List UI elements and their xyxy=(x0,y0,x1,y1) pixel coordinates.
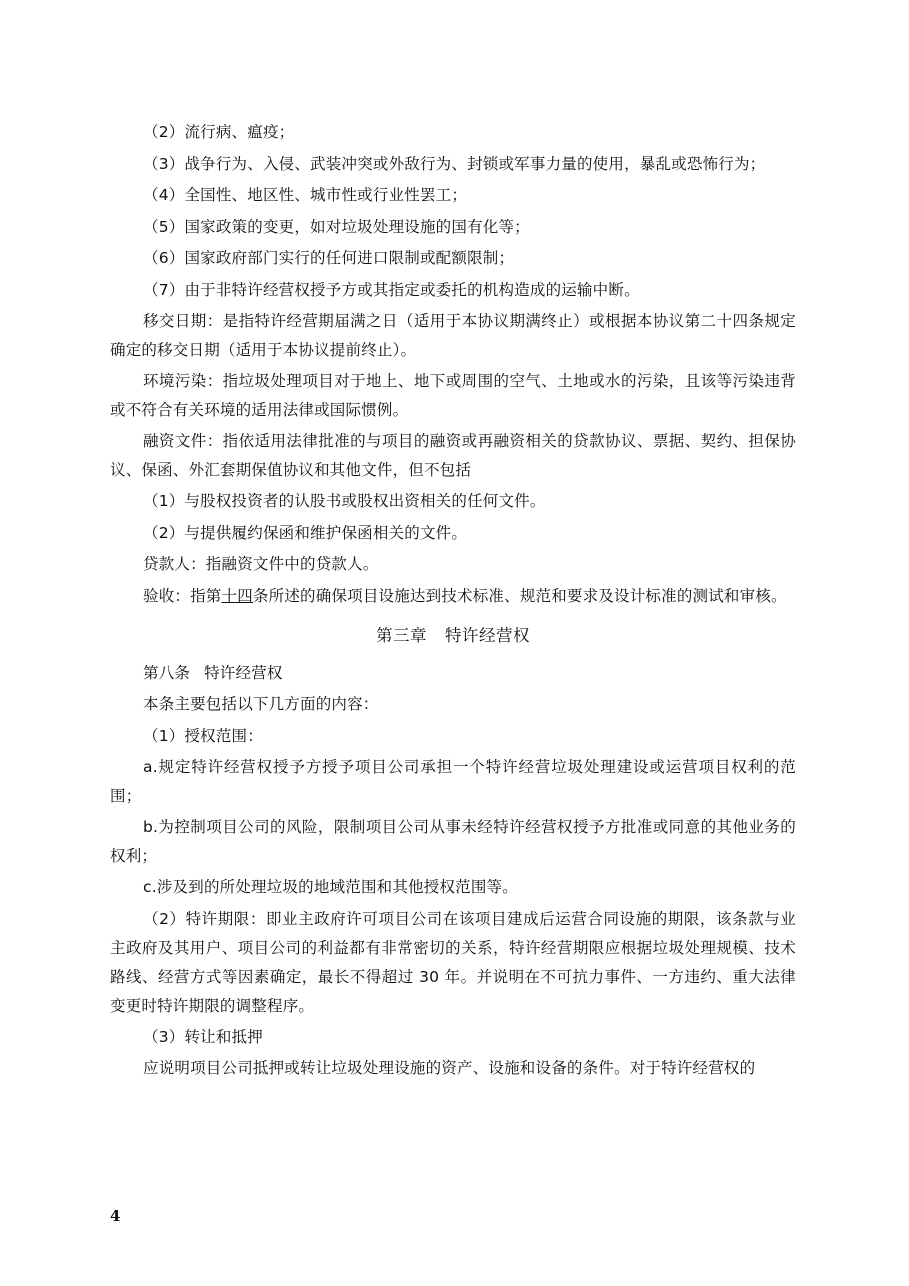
definition-acceptance xyxy=(110,582,796,611)
article-intro: 本条主要包括以下几方面的内容： xyxy=(143,695,379,713)
scope-item-b: b.为控制项目公司的风险，限制项目公司从事未经特许经营权授予方批准或同意的其他业务的权利； xyxy=(110,818,796,865)
definition-lender: 贷款人：指融资文件中的贷款人。 xyxy=(143,555,379,573)
item-policy-change: （5）国家政策的变更，如对垃圾处理设施的国有化等； xyxy=(143,217,530,236)
item-epidemic: （2）流行病、瘟疫； xyxy=(143,123,295,141)
transfer-mortgage-heading: （3）转让和抵押 xyxy=(143,1027,263,1046)
definition-transfer-date: 移交日期：是指特许经营期届满之日（适用于本协议期满终止）或根据本协议第二十四条规定确定的移交日期（适用于本协议提前终止）。 xyxy=(110,312,796,359)
term-paragraph: （2）特许期限：即业主政府许可项目公司在该项目建成后运营合同设施的期限，该条款与业主政府及其用户、项目公司的利益都有非常密切的关系，特许经营期限应根据垃圾处理规模、技术路线、经营方式等因素确定，最长不得超过 30 年。并说明在不可抗力事件、一方违约、重大法律变更时特许期限的调整程序。 xyxy=(110,909,796,1015)
definition-environmental-pollution: 环境污染：指垃圾处理项目对于地上、地下或周围的空气、土地或水的污染，且该等污染违背或不符合有关环境的适用法律或国际惯例。 xyxy=(110,372,796,419)
acceptance-article-ref: 十四 xyxy=(221,586,253,605)
scope-item-a: a.规定特许经营权授予方授予项目公司承担一个特许经营垃圾处理建设或运营项目权利的范围； xyxy=(110,758,796,805)
acceptance-text-after: 条所述的确保项目设施达到技术标准、规范和要求及设计标准的测试和审核。 xyxy=(252,586,787,605)
article-number: 第八条 xyxy=(143,663,191,682)
scope-heading: （1）授权范围： xyxy=(143,726,263,745)
item-strike: （4）全国性、地区性、城市性或行业性罢工； xyxy=(143,186,468,204)
chapter-heading xyxy=(110,621,796,651)
item-war: （3）战争行为、入侵、武装冲突或外敌行为、封锁或军事力量的使用，暴乱或恐怖行为； xyxy=(143,154,766,173)
item-import-restriction: （6）国家政府部门实行的任何进口限制或配额限制； xyxy=(143,249,515,267)
page-content xyxy=(110,118,796,1086)
financing-exclusion-2: （2）与提供履约保函和维护保函相关的文件。 xyxy=(143,523,468,542)
article-heading xyxy=(110,659,796,689)
item-transport-interruption: （7）由于非特许经营权授予方或其指定或委托的机构造成的运输中断。 xyxy=(143,280,640,299)
transfer-mortgage-paragraph: 应说明项目公司抵押或转让垃圾处理设施的资产、设施和设备的条件。对于特许经营权的 xyxy=(143,1059,756,1077)
chapter-number: 第三章 xyxy=(376,625,427,645)
scope-item-c: c.涉及到的所处理垃圾的地域范围和其他授权范围等。 xyxy=(143,878,518,896)
page-number: 4 xyxy=(110,1207,121,1225)
article-title: 特许经营权 xyxy=(204,663,283,682)
chapter-title: 特许经营权 xyxy=(445,625,530,645)
definition-financing-documents: 融资文件：指依适用法律批准的与项目的融资或再融资相关的贷款协议、票据、契约、担保协议、保函、外汇套期保值协议和其他文件，但不包括 xyxy=(110,432,796,479)
acceptance-text-before: 验收：指第 xyxy=(143,586,222,605)
financing-exclusion-1: （1）与股权投资者的认股书或股权出资相关的任何文件。 xyxy=(143,492,546,510)
